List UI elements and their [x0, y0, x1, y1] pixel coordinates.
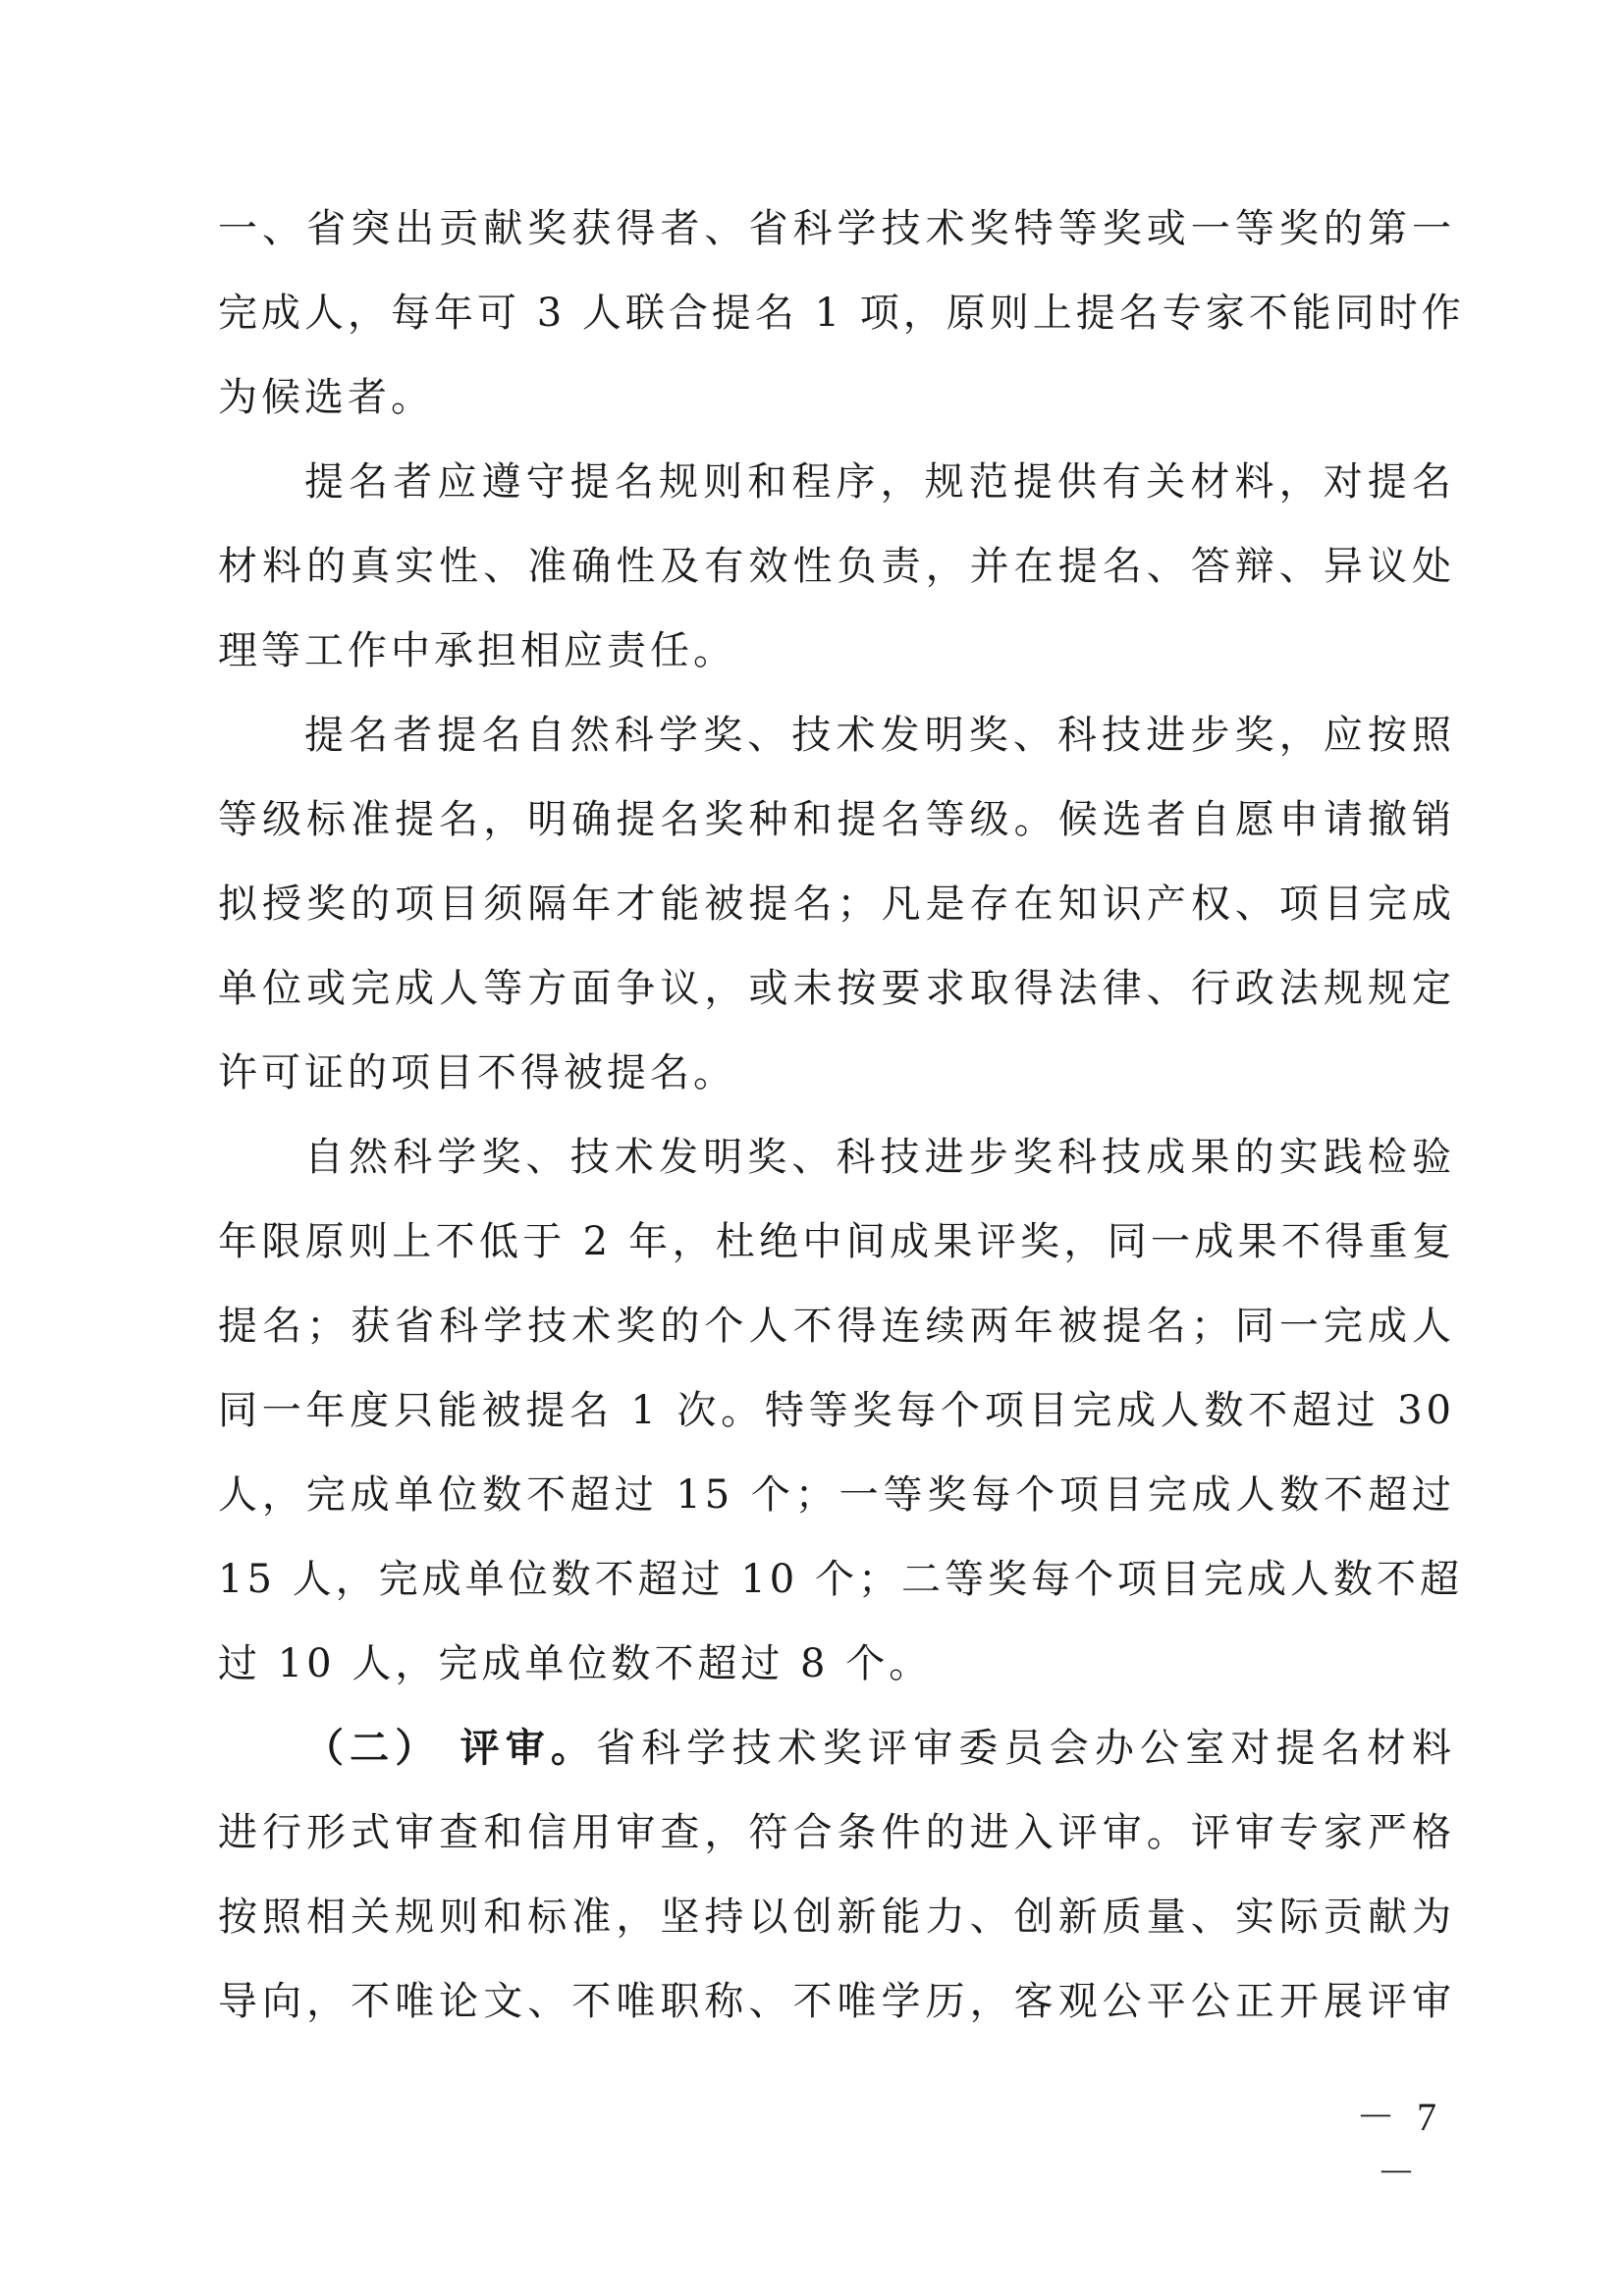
text-line: 同一年度只能被提名 1 次。特等奖每个项目完成人数不超过 30	[218, 1388, 1455, 1433]
text-line: 进行形式审查和信用审查，符合条件的进入评审。评审专家严格	[218, 1810, 1455, 1855]
page-number: － 7 －	[1356, 2095, 1442, 2195]
body-text	[218, 187, 1465, 2044]
text-line: 提名者提名自然科学奖、技术发明奖、科技进步奖，应按照	[304, 713, 1455, 758]
text-line: 过 10 人，完成单位数不超过 8 个。	[218, 1641, 933, 1686]
text-line: 完成人，每年可 3 人联合提名 1 项，原则上提名专家不能同时作	[218, 291, 1465, 336]
text-line: 提名；获省科学技术奖的个人不得连续两年被提名；同一完成人	[218, 1304, 1455, 1349]
text-line: 为候选者。	[218, 375, 434, 420]
section-text: 省科学技术奖评审委员会办公室对提名材料	[596, 1726, 1456, 1771]
text-line: 自然科学奖、技术发明奖、科技进步奖科技成果的实践检验	[304, 1135, 1455, 1180]
text-line: 导向，不唯论文、不唯职称、不唯学历，客观公平公正开展评审	[218, 1979, 1455, 2024]
text-line: 理等工作中承担相应责任。	[218, 628, 736, 673]
text-line: 材料的真实性、准确性及有效性负责，并在提名、答辩、异议处	[218, 544, 1455, 589]
text-line: 年限原则上不低于 2 年，杜绝中间成果评奖，同一成果不得重复	[218, 1219, 1455, 1264]
text-line: 一、省突出贡献奖获得者、省科学技术奖特等奖或一等奖的第一	[218, 206, 1455, 251]
text-line: 许可证的项目不得被提名。	[218, 1050, 736, 1095]
text-line: 提名者应遵守提名规则和程序，规范提供有关材料，对提名	[304, 459, 1455, 505]
section-heading-line	[218, 1706, 1455, 1790]
text-line: 等级标准提名，明确提名奖种和提名等级。候选者自愿申请撤销	[218, 797, 1455, 842]
text-line: 人，完成单位数不超过 15 个；一等奖每个项目完成人数不超过	[218, 1472, 1455, 1518]
text-line: 单位或完成人等方面争议，或未按要求取得法律、行政法规规定	[218, 966, 1455, 1011]
section-heading: （二） 评审。	[304, 1726, 597, 1771]
text-line: 拟授奖的项目须隔年才能被提名；凡是存在知识产权、项目完成	[218, 881, 1455, 927]
text-line: 15 人，完成单位数不超过 10 个；二等奖每个项目完成人数不超	[218, 1557, 1463, 1602]
text-line: 按照相关规则和标准，坚持以创新能力、创新质量、实际贡献为	[218, 1895, 1455, 1940]
